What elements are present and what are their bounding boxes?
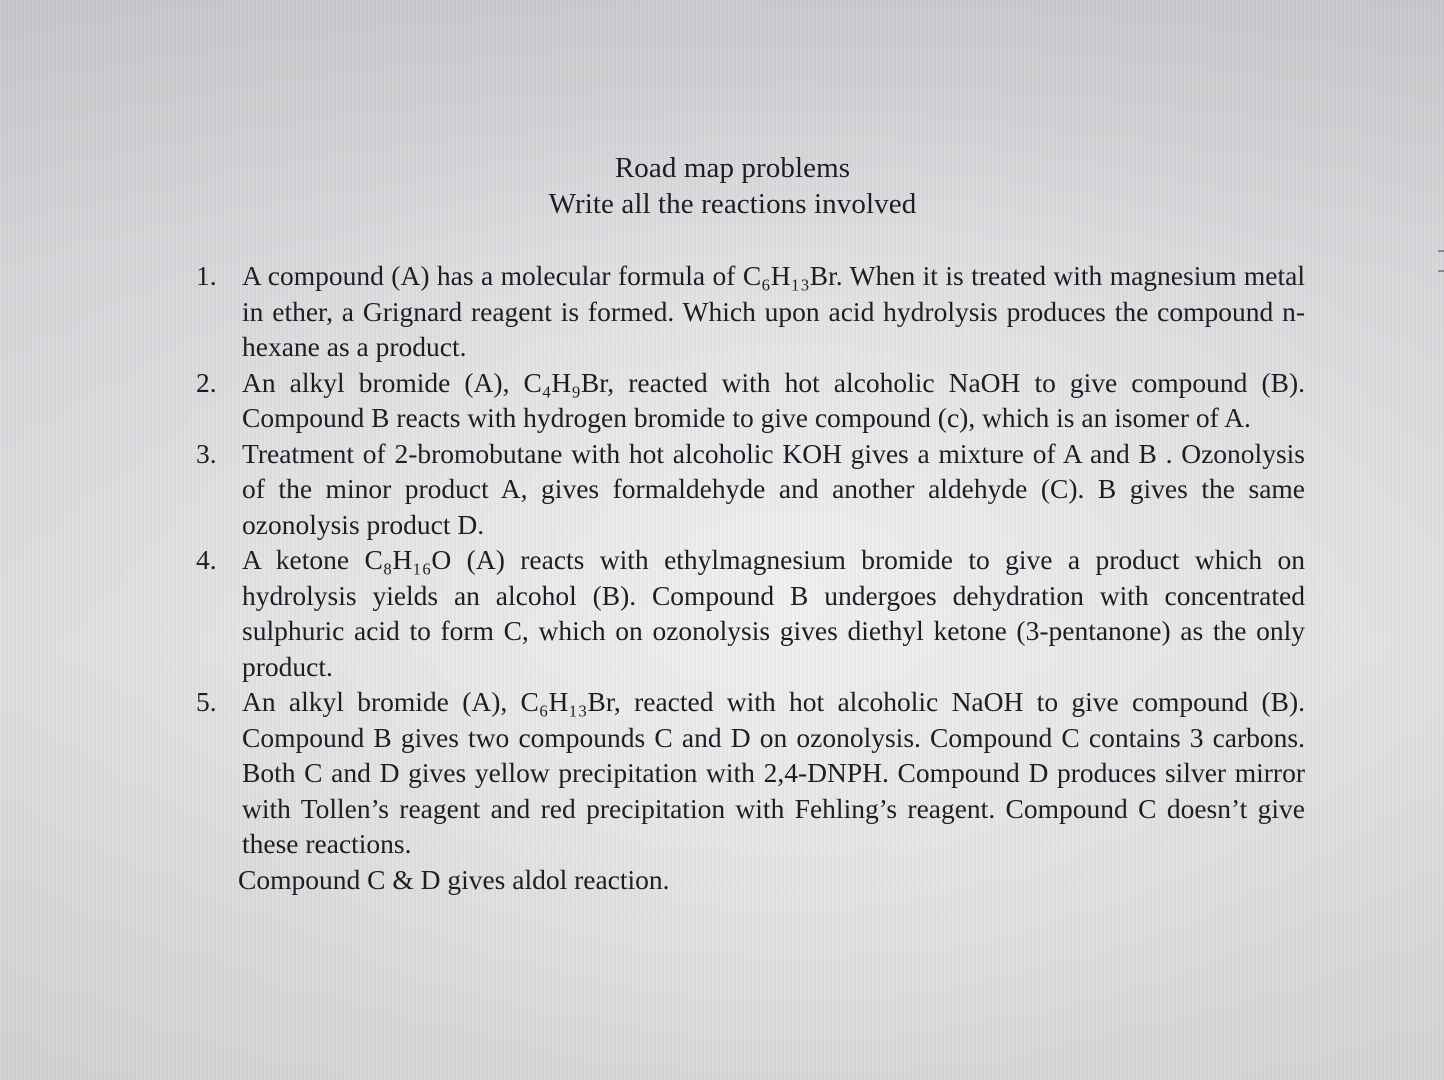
problem-text: A ketone C₈H₁₆O (A) reacts with ethylmagnesium bromide to give a product which on hydrolysis yields an alcohol (B). Compound B undergoes dehydration with concentrated sulphuric acid to form C, which on ozonolysis gives diethyl ketone (3-pentanone) as the only product. [242, 544, 1305, 682]
problem-text: An alkyl bromide (A), C₄H₉Br, reacted with hot alcoholic NaOH to give compound (B). Compound B reacts with hydrogen bromide to give compound (c), which is an isomer of A. [242, 366, 1305, 433]
problem-text: Treatment of 2-bromobutane with hot alcoholic KOH gives a mixture of A and B . Ozonolysis of the minor product A, gives formaldehyde and another aldehyde (C). B gives the same ozonolysis product D. [242, 437, 1305, 540]
problem-item [190, 436, 1305, 543]
problem-number: 2. [196, 366, 217, 398]
problem-item [190, 365, 1305, 436]
problem-number: 4. [196, 544, 217, 575]
problem-item [190, 258, 1305, 365]
problem-number: 3. [196, 437, 217, 469]
problem-item [190, 684, 1305, 862]
screen-edge-mark [1438, 270, 1444, 272]
document-subtitle: Write all the reactions involved [548, 188, 917, 220]
screen-edge-mark [1438, 250, 1444, 252]
document-title: Road map problems [614, 152, 851, 184]
aldol-note: Compound C & D gives aldol reaction. [238, 863, 670, 895]
document-heading [160, 150, 1305, 222]
problem-text: An alkyl bromide (A), C₆H₁₃Br, reacted with hot alcoholic NaOH to give compound (B). Compound B gives two compounds C and D on ozonolysis. Compound C contains 3 carbons. Both C and D gives yellow precipitation with 2,4-DNPH. Compound D produces silver mirror with Tollen’s reagent and red precipitation with Fehling’s reagent. Compound C doesn’t give these reactions. [242, 686, 1305, 859]
document-page [190, 150, 1305, 950]
problem-list [190, 258, 1305, 862]
problem-number: 5. [196, 686, 217, 717]
problem-text: A compound (A) has a molecular formula of C₆H₁₃Br. When it is treated with magnesium metal in ether, a Grignard reagent is formed. Which upon acid hydrolysis produces the compound n-hexane as a product. [242, 260, 1305, 362]
problem-item [190, 542, 1305, 684]
problem-number: 1. [196, 260, 217, 291]
